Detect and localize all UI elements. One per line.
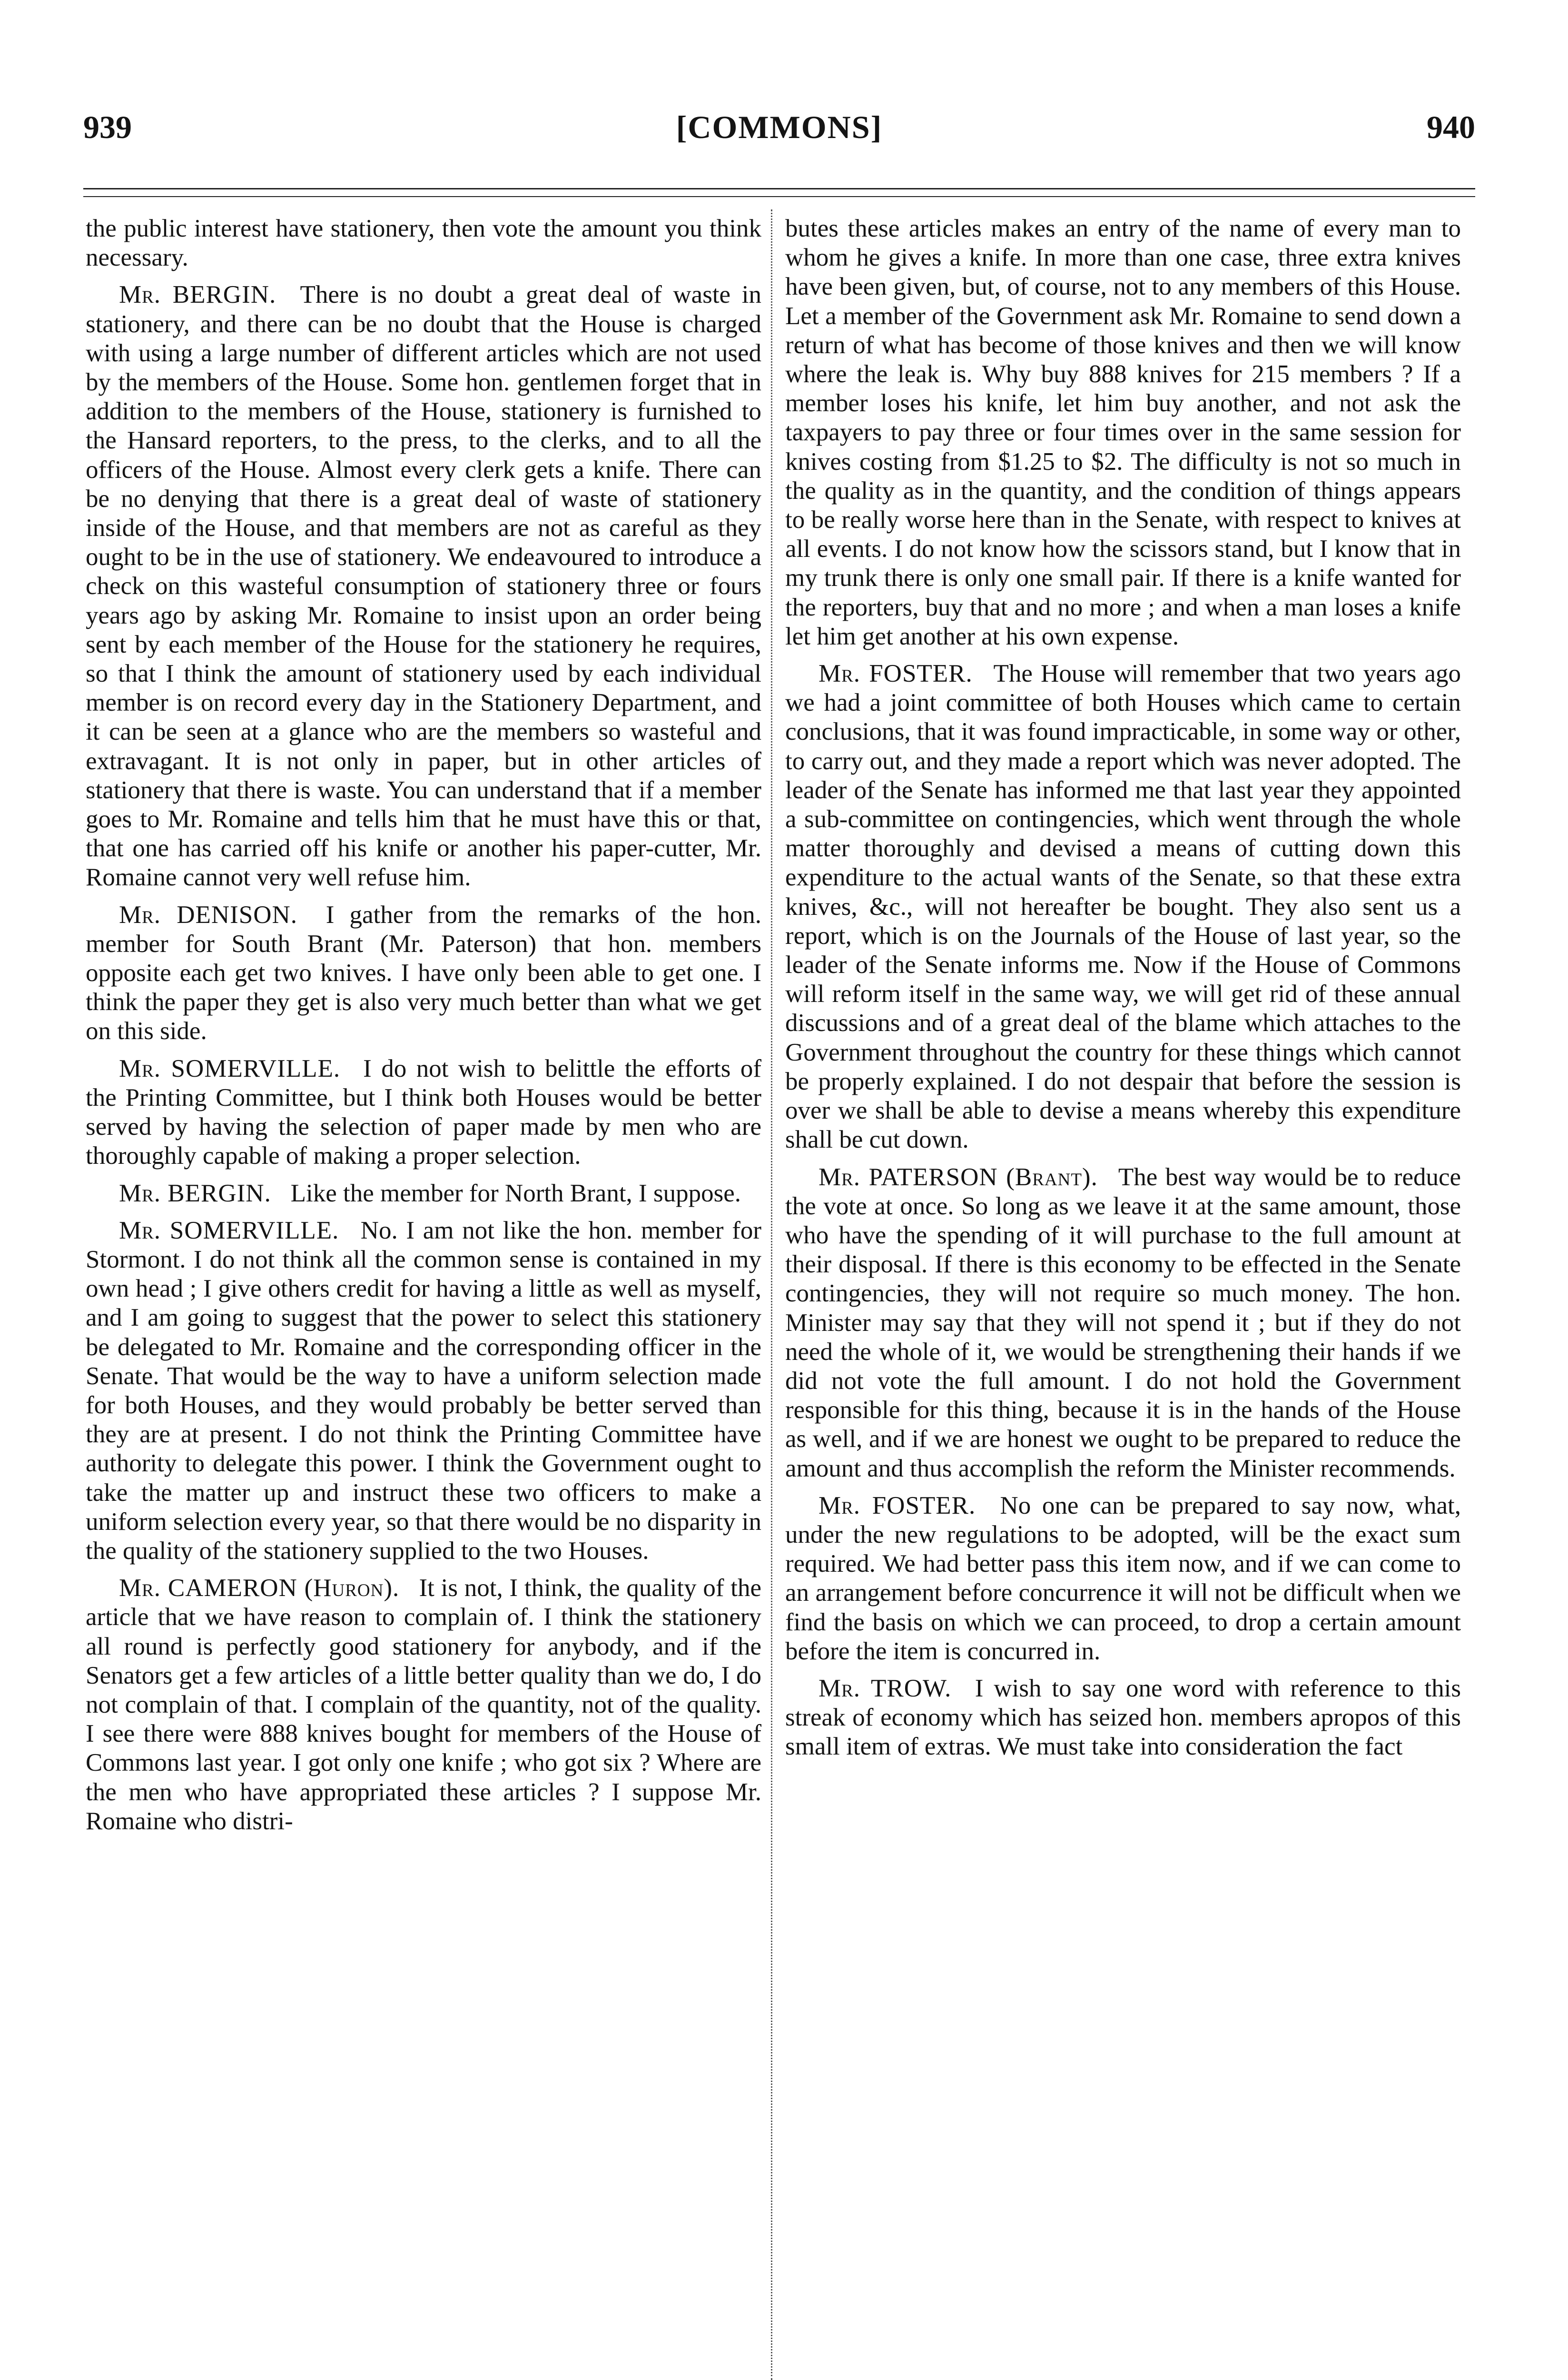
paragraph — [86, 280, 761, 892]
page-header — [83, 109, 1475, 156]
paragraph-text: the public interest have stationery, then vote the amount you think necessary. — [86, 215, 761, 272]
paragraph — [785, 1674, 1461, 1762]
paragraph-text: Like the member for North Brant, I suppose. — [290, 1179, 741, 1207]
header-rule-bottom — [83, 196, 1475, 197]
speaker-name: Mr. BERGIN. — [119, 281, 289, 309]
paragraph — [86, 1574, 761, 1836]
paragraph — [86, 214, 761, 272]
left-page-number: 939 — [83, 109, 132, 145]
paragraph-text: The House will remember that two years ago we had a joint committee of both Houses which came to certain conclusions, that it was found impracticable, in some way or other, to carry out, and they made a report which was never adopted. The leader of the Senate has informed me that last year they appointed a sub-committee on contingencies, which went through the whole matter thoroughly and devised a means of cutting down this expenditure to the actual wants of the Senate, so that these extra knives, &c., will not hereafter be bought. They also sent us a report, which is on the Journals of the House of last year, so the leader of the Senate informs me. Now if the House of Commons will reform itself in the same way, we will get rid of these annual discussions and of a great deal of the blame which attaches to the Government throughout the country for these things which cannot be properly explained. I do not despair that before the session is over we shall be able to devise a means whereby this expenditure shall be cut down. — [785, 660, 1461, 1154]
paragraph — [86, 1054, 761, 1171]
paragraph-text: I wish to say one word with reference to this streak of economy which has seized hon. members apropos of this small item of extras. We must take into consideration the fact — [785, 1674, 1461, 1761]
paragraph — [785, 659, 1461, 1154]
paragraph-text: No. I am not like the hon. member for Stormont. I do not think all the common sense is contained in my own head ; I give others credit for having a little as well as myself, and I am going to suggest that the power to select this stationery be delegated to Mr. Romaine and the corresponding officer in the Senate. That would be the way to have a uniform selection made for both Houses, and they would probably be better served than they are at present. I do not think the Printing Committee have authority to delegate this power. I think the Government ought to take the matter up and instruct these two officers to make a uniform selection every year, so that there would be no disparity in the quality of the stationery supplied to the two Houses. — [86, 1216, 762, 1565]
paragraph — [86, 1179, 761, 1208]
paragraph-text: No one can be prepared to say now, what, under the new regulations to be adopted, will be the exact sum required. We had better pass this item now, and if we can come to an arrangement before concurrence it will not be difficult when we find the basis on which we can proceed, to drop a certain amount before the item is concurred in. — [785, 1491, 1461, 1665]
paragraph — [86, 901, 761, 1046]
paragraph-text: butes these articles makes an entry of the name of every man to whom he gives a knife. In more than one case, three extra knives have been given, but, of course, not to any members of this House. Let a member of the Government ask Mr. Romaine to send down a return of what has become of those knives and then we will know where the leak is. Why buy 888 knives for 215 members ? If a member loses his knife, let him buy another, and not ask the taxpayers to pay three or four times over in the same session for knives costing from $1.25 to $2. The difficulty is not so much in the quality as in the quantity, and the condition of things appears to be really worse here than in the Senate, with respect to knives at all events. I do not know how the scissors stand, but I know that in my trunk there is only one small pair. If there is a knife wanted for the reporters, buy that and no more ; and when a man loses a knife let him get another at his own expense. — [785, 215, 1461, 650]
paragraph — [86, 1216, 761, 1566]
speaker-name: Mr. TROW. — [819, 1674, 965, 1702]
speaker-name: Mr. DENISON. — [119, 901, 311, 929]
speaker-name: Mr. PATERSON (Brant). — [819, 1163, 1111, 1191]
speaker-name: Mr. SOMERVILLE. — [119, 1216, 352, 1244]
speaker-name: Mr. FOSTER. — [819, 660, 986, 688]
speaker-name: Mr. SOMERVILLE. — [119, 1054, 354, 1082]
paragraph-text: It is not, I think, the quality of the article that we have reason to complain of. I think the stationery all round is perfectly good stationery for anybody, and if the Senators get a few articles of a little better quality than we do, I do not complain of that. I complain of the quantity, not of the quality. I see there were 888 knives bought for members of the House of Commons last year. I got only one knife ; who got six ? Where are the men who have appropriated these articles ? I suppose Mr. Romaine who distri- — [86, 1574, 761, 1835]
paragraph — [785, 1491, 1461, 1666]
paragraph — [785, 1163, 1461, 1483]
right-page-number: 940 — [1427, 109, 1475, 145]
paragraph-text: I do not wish to belittle the efforts of the Printing Committee, but I think both Houses would be better served by having the selection of paper made by men who are thoroughly capable of making a proper selection. — [86, 1054, 761, 1170]
speaker-name: Mr. CAMERON (Huron). — [119, 1574, 413, 1602]
paragraph-text: I gather from the remarks of the hon. member for South Brant (Mr. Paterson) that hon. members opposite each get two knives. I have only been able to get one. I think the paper they get is also very much better than what we get on this side. — [86, 901, 761, 1045]
column-divider — [771, 209, 772, 2380]
speaker-name: Mr. BERGIN. — [119, 1179, 285, 1207]
left-column — [86, 214, 761, 1836]
paragraph-text: There is no doubt a great deal of waste in stationery, and there can be no doubt that the House is charged with using a large number of different articles which are not used by the members of the House. Some hon. gentlemen forget that in addition to the members of the House, stationery is furnished to the Hansard reporters, to the press, to the clerks, and to all the officers of the House. Almost every clerk gets a knife. There can be no denying that there is a great deal of waste of stationery inside of the House, and that members are not as careful as they ought to be in the use of stationery. We endeavoured to introduce a check on this wasteful consumption of stationery three or fours years ago by asking Mr. Romaine to insist upon an order being sent by each member of the House for the stationery he requires, so that I think the amount of stationery used by each individual member is on record every day in the Stationery Department, and it can be seen at a glance who are the members so wasteful and extravagant. It is not only in paper, but in other articles of stationery that there is waste. You can understand that if a member goes to Mr. Romaine and tells him that he must have this or that, that one has carried off his knife or another his paper-cutter, Mr. Romaine cannot very well refuse him. — [86, 281, 761, 892]
speaker-name: Mr. FOSTER. — [819, 1491, 989, 1519]
header-rule-top — [83, 188, 1475, 189]
paragraph-text: The best way would be to reduce the vote at once. So long as we leave it at the same amount, those who have the spending of it will purchase to the full amount at their disposal. If there is this economy to be effected in the Senate contingencies, they will not require so much money. The hon. Minister may say that they will not spend it ; but if they do not need the whole of it, we would be strengthening their hands if we did not vote the full amount. I do not hold the Government responsible for this thing, because it is in the hands of the House as well, and if we are honest we ought to be prepared to reduce the amount and thus accomplish the reform the Minister recommends. — [785, 1163, 1461, 1482]
paragraph — [785, 214, 1461, 651]
running-title: [COMMONS] — [676, 109, 883, 145]
right-column — [785, 214, 1461, 1762]
